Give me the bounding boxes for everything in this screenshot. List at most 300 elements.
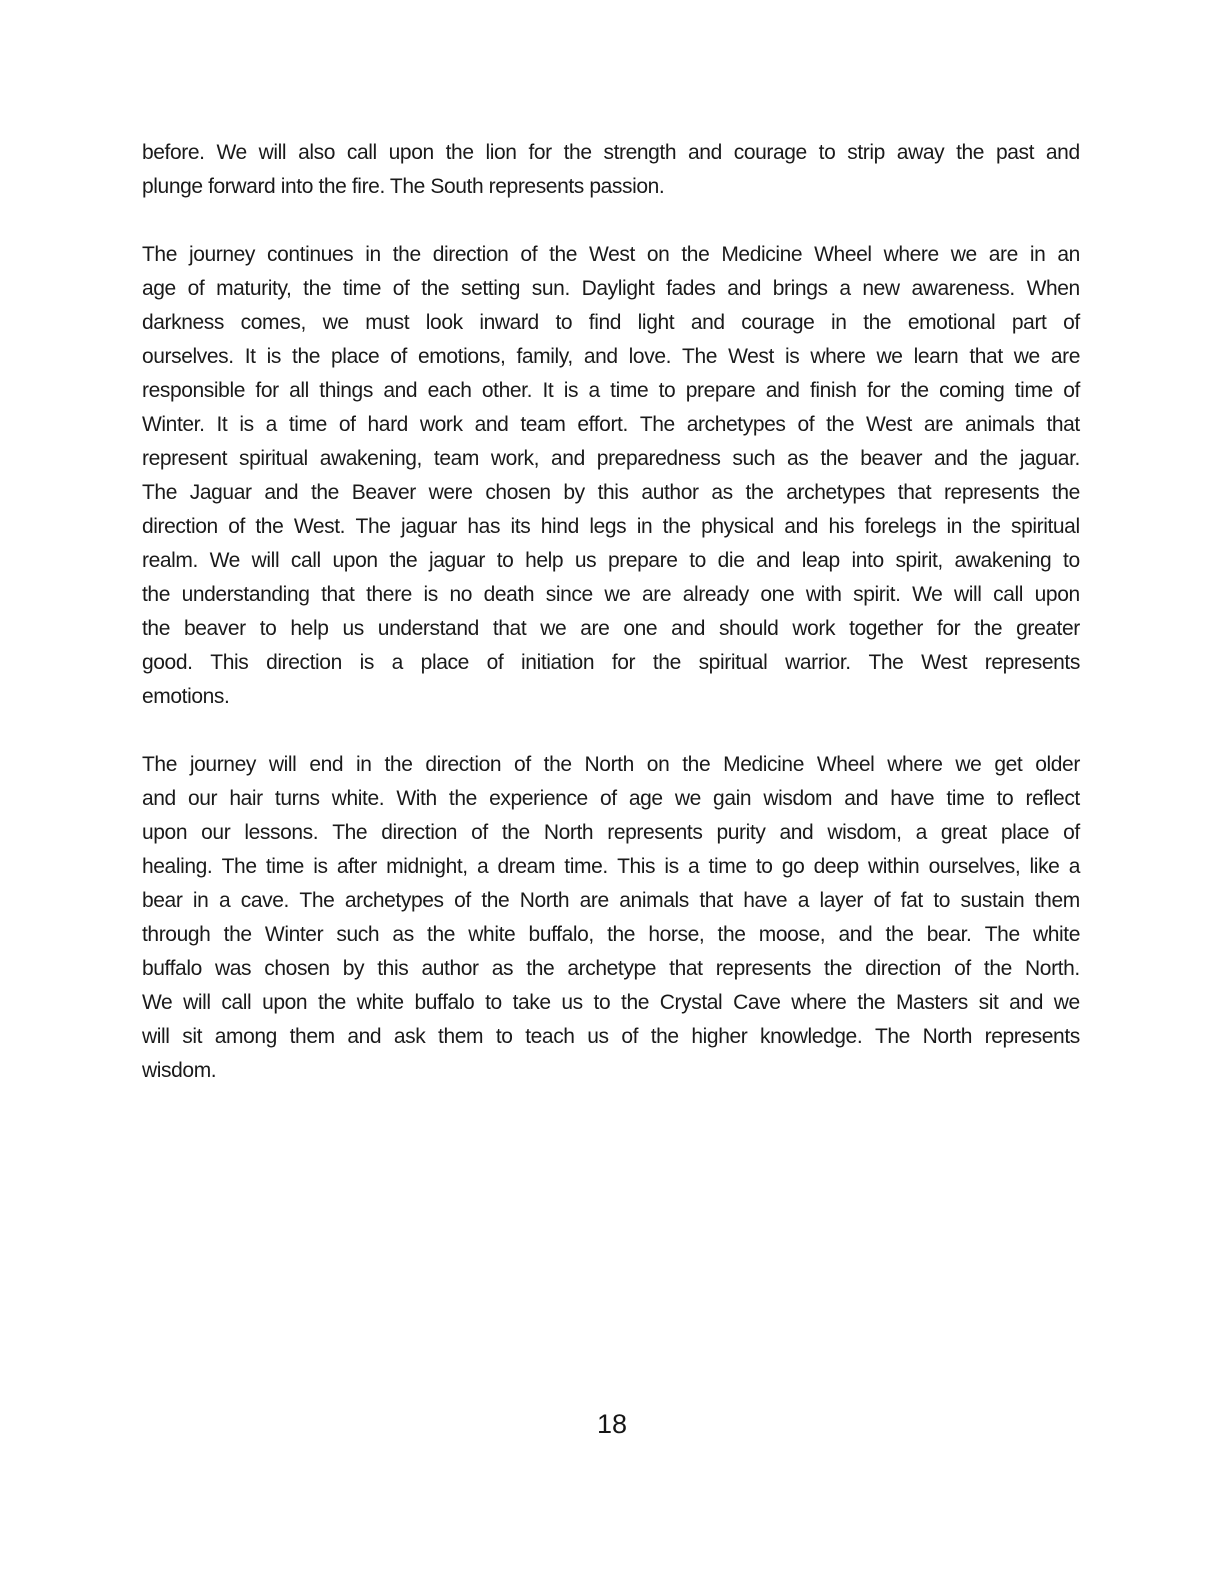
- word: by: [342, 957, 365, 980]
- word: the: [384, 753, 413, 776]
- word: one: [623, 617, 658, 640]
- word: and: [1009, 991, 1043, 1014]
- word: Daylight: [581, 277, 655, 300]
- word: direction: [266, 651, 342, 674]
- word: each: [427, 379, 472, 402]
- word: West: [589, 243, 635, 266]
- text-line: [142, 510, 1080, 544]
- word: Jaguar: [189, 481, 252, 504]
- word: together: [849, 617, 923, 640]
- word: we: [950, 243, 977, 266]
- word: a: [839, 277, 851, 300]
- word: ourselves,: [928, 855, 1021, 878]
- word: of: [471, 821, 488, 844]
- word: Winter: [264, 923, 324, 946]
- word: a: [391, 651, 403, 674]
- word: North: [922, 1025, 972, 1048]
- word: hair: [229, 787, 263, 810]
- word: initiation: [521, 651, 595, 674]
- text-line: [142, 408, 1080, 442]
- word: time.: [564, 855, 608, 878]
- word: and: [844, 787, 879, 810]
- word: older: [1035, 753, 1080, 776]
- word: and: [690, 311, 725, 334]
- word: will: [142, 1025, 170, 1048]
- word: upon: [388, 141, 434, 164]
- word: and: [688, 141, 722, 164]
- page-number: 18: [596, 1409, 628, 1439]
- word: in: [356, 753, 372, 776]
- word: of: [390, 345, 407, 368]
- word: will: [258, 141, 287, 164]
- word: us: [587, 1025, 609, 1048]
- word: the: [650, 1025, 679, 1048]
- word: strength: [603, 141, 677, 164]
- word: that: [321, 583, 355, 606]
- word: lion: [485, 141, 517, 164]
- word: purity: [716, 821, 766, 844]
- word: in: [831, 311, 847, 334]
- word: archetypes: [686, 413, 786, 436]
- word: to: [495, 1025, 513, 1048]
- text-line: [142, 578, 1080, 612]
- text-line: [142, 986, 1080, 1020]
- word: awareness.: [911, 277, 1015, 300]
- word: The: [142, 243, 177, 266]
- word: the: [292, 345, 321, 368]
- word: must: [365, 311, 410, 334]
- word: greater: [1016, 617, 1080, 640]
- word: realm.: [142, 549, 198, 572]
- word: of: [954, 957, 971, 980]
- word: this: [597, 481, 629, 504]
- word: It: [244, 345, 256, 368]
- text-line: [142, 816, 1080, 850]
- word: and: [779, 821, 814, 844]
- word: the: [826, 413, 855, 436]
- word: warrior.: [785, 651, 851, 674]
- word: spirit.: [853, 583, 901, 606]
- word: represents: [715, 957, 811, 980]
- word: It: [216, 413, 228, 436]
- word: them: [1034, 889, 1080, 912]
- word: to: [259, 617, 277, 640]
- word: a: [915, 821, 927, 844]
- word: call: [221, 991, 252, 1014]
- word: turns: [274, 787, 320, 810]
- word: a: [588, 379, 600, 402]
- word: upon: [332, 549, 378, 572]
- word: awakening: [954, 549, 1052, 572]
- word: effort.: [577, 413, 628, 436]
- word: the: [223, 923, 252, 946]
- word: other.: [481, 379, 533, 402]
- word: to: [755, 855, 773, 878]
- word: West: [921, 651, 968, 674]
- word: the: [824, 957, 853, 980]
- word: represents: [984, 1025, 1080, 1048]
- word: continues: [266, 243, 354, 266]
- word: our: [188, 787, 218, 810]
- word: direction: [425, 753, 502, 776]
- word: as: [787, 447, 809, 470]
- word: to: [933, 889, 951, 912]
- word: North: [584, 753, 634, 776]
- word: jaguar: [429, 549, 485, 572]
- word: the: [501, 821, 530, 844]
- word: and: [347, 1025, 382, 1048]
- word: for: [936, 617, 961, 640]
- word: are: [988, 243, 1018, 266]
- word: is: [313, 855, 328, 878]
- word: are: [642, 583, 672, 606]
- word: The: [868, 651, 904, 674]
- word: die: [717, 549, 745, 572]
- word: white: [1032, 923, 1080, 946]
- word: that: [969, 345, 1003, 368]
- word: sustain: [960, 889, 1025, 912]
- word: for: [611, 651, 636, 674]
- word: on: [646, 243, 670, 266]
- word: and: [1045, 141, 1080, 164]
- word: find: [588, 311, 622, 334]
- word: and: [838, 923, 873, 946]
- word: of: [1063, 311, 1080, 334]
- word: to: [496, 549, 514, 572]
- word: Beaver: [351, 481, 416, 504]
- word: preparedness: [596, 447, 721, 470]
- word: team: [433, 447, 479, 470]
- word: The: [142, 753, 177, 776]
- word: the: [448, 787, 477, 810]
- word: setting: [460, 277, 521, 300]
- word: dream: [497, 855, 556, 878]
- word: time: [265, 855, 304, 878]
- word: This: [210, 651, 249, 674]
- word: ask: [393, 1025, 426, 1048]
- word: its: [510, 515, 531, 538]
- word: midnight,: [386, 855, 468, 878]
- word: time: [610, 379, 649, 402]
- word: This: [617, 855, 656, 878]
- word: there: [366, 583, 412, 606]
- word: we: [955, 753, 982, 776]
- text-line: [142, 374, 1080, 408]
- text-line: [142, 646, 1080, 680]
- word: we: [322, 311, 349, 334]
- word: and: [264, 481, 299, 504]
- word: such: [336, 923, 380, 946]
- word: a: [218, 889, 231, 912]
- word: represents: [607, 821, 703, 844]
- word: where: [791, 991, 847, 1014]
- word: have: [743, 889, 788, 912]
- word: of: [187, 277, 205, 300]
- word: hard: [367, 413, 408, 436]
- word: to: [1063, 549, 1080, 572]
- word: past: [995, 141, 1035, 164]
- word: our: [201, 821, 231, 844]
- word: of: [486, 651, 504, 674]
- word: the: [983, 957, 1012, 980]
- word: call: [346, 141, 377, 164]
- word: as: [392, 923, 414, 946]
- word: white.: [331, 787, 385, 810]
- word: after: [336, 855, 377, 878]
- word: emotional: [907, 311, 996, 334]
- word: the: [956, 141, 985, 164]
- word: we: [876, 345, 903, 368]
- text-line: [142, 136, 1080, 170]
- word: direction: [432, 243, 509, 266]
- word: with: [805, 583, 842, 606]
- word: wisdom: [763, 787, 833, 810]
- word: a: [797, 889, 809, 912]
- text-line: [142, 612, 1080, 646]
- word: forelegs: [864, 515, 937, 538]
- word: Masters: [895, 991, 968, 1014]
- word: fat: [900, 889, 923, 912]
- word: spiritual: [1010, 515, 1080, 538]
- word: work: [419, 413, 463, 436]
- word: end: [309, 753, 344, 776]
- word: of: [621, 1025, 639, 1048]
- text-line: [142, 340, 1080, 374]
- word: the: [820, 447, 849, 470]
- word: The: [639, 413, 675, 436]
- word: chosen: [485, 481, 551, 504]
- word: to: [689, 549, 706, 572]
- word: the: [885, 923, 914, 946]
- word: of: [392, 277, 410, 300]
- word: the: [972, 515, 1001, 538]
- word: in: [636, 515, 653, 538]
- word: call: [993, 583, 1024, 606]
- word: the: [974, 617, 1003, 640]
- word: we: [674, 787, 701, 810]
- text-line: [142, 476, 1080, 510]
- word: the: [317, 991, 346, 1014]
- word: were: [428, 481, 473, 504]
- word: darkness: [142, 311, 225, 334]
- word: learn: [913, 345, 959, 368]
- word: the: [303, 277, 332, 300]
- word: within: [868, 855, 920, 878]
- word: deep: [813, 855, 859, 878]
- word: the: [662, 515, 691, 538]
- text-line: plunge forward into the fire. The South represents passion.: [142, 175, 665, 198]
- word: before.: [142, 141, 205, 164]
- word: things: [319, 379, 373, 402]
- word: Medicine: [721, 243, 803, 266]
- word: inward: [479, 311, 539, 334]
- word: of: [338, 413, 356, 436]
- word: for: [255, 379, 279, 402]
- word: of: [1063, 379, 1080, 402]
- word: like: [1029, 855, 1060, 878]
- word: The: [682, 345, 718, 368]
- word: are: [1050, 345, 1080, 368]
- word: spirit,: [895, 549, 943, 572]
- word: and: [765, 379, 800, 402]
- paragraph: [142, 748, 1080, 1088]
- word: to: [593, 991, 611, 1014]
- word: them: [438, 1025, 484, 1048]
- word: is: [266, 345, 281, 368]
- word: Crystal: [659, 991, 723, 1014]
- word: in: [192, 889, 209, 912]
- word: courage: [733, 141, 807, 164]
- word: brings: [772, 277, 828, 300]
- word: moose,: [758, 923, 826, 946]
- text-line: [142, 952, 1080, 986]
- word: legs: [589, 515, 627, 538]
- text-block: [142, 136, 1080, 1122]
- word: such: [732, 447, 776, 470]
- word: the: [481, 889, 510, 912]
- word: an: [1057, 243, 1080, 266]
- word: us: [574, 549, 597, 572]
- word: We: [912, 583, 943, 606]
- word: age: [628, 787, 663, 810]
- word: cave.: [240, 889, 289, 912]
- word: represents: [984, 651, 1080, 674]
- word: upon: [1034, 583, 1080, 606]
- word: will: [954, 583, 982, 606]
- word: time: [288, 413, 327, 436]
- word: the: [310, 481, 339, 504]
- word: emotions,: [418, 345, 506, 368]
- word: animals: [964, 413, 1035, 436]
- word: With: [396, 787, 437, 810]
- word: represents: [943, 481, 1040, 504]
- word: the: [621, 991, 650, 1014]
- word: part: [1011, 311, 1047, 334]
- word: is: [784, 345, 800, 368]
- word: a: [476, 855, 489, 878]
- word: in: [946, 515, 963, 538]
- word: white: [356, 991, 404, 1014]
- word: Wheel: [814, 243, 872, 266]
- word: represent: [142, 447, 228, 470]
- word: the: [607, 923, 636, 946]
- word: where: [810, 345, 866, 368]
- text-line: [142, 442, 1080, 476]
- word: responsible: [142, 379, 245, 402]
- word: has: [467, 515, 501, 538]
- word: is: [359, 651, 374, 674]
- word: this: [377, 957, 409, 980]
- word: that: [699, 889, 733, 912]
- word: will: [251, 549, 280, 572]
- word: the: [543, 753, 572, 776]
- word: archetype: [567, 957, 657, 980]
- word: sit: [182, 1025, 203, 1048]
- word: North: [519, 889, 570, 912]
- word: was: [215, 957, 252, 980]
- word: time: [342, 277, 381, 300]
- word: of: [454, 889, 471, 912]
- word: on: [646, 753, 670, 776]
- word: of: [873, 889, 891, 912]
- word: spiritual: [698, 651, 768, 674]
- word: hind: [540, 515, 579, 538]
- word: are: [923, 413, 953, 436]
- word: a: [1068, 855, 1080, 878]
- word: The: [874, 1025, 910, 1048]
- word: reflect: [1025, 787, 1080, 810]
- word: teach: [525, 1025, 575, 1048]
- word: place: [420, 651, 469, 674]
- word: The: [221, 855, 257, 878]
- word: the: [421, 277, 450, 300]
- word: direction: [865, 957, 941, 980]
- word: awakening,: [319, 447, 422, 470]
- word: chosen: [264, 957, 330, 980]
- word: higher: [691, 1025, 748, 1048]
- word: we: [1013, 345, 1040, 368]
- word: of: [1063, 821, 1080, 844]
- word: time: [946, 787, 985, 810]
- word: author: [421, 957, 479, 980]
- word: journey: [188, 243, 256, 266]
- word: prepare: [685, 379, 756, 402]
- word: spiritual: [239, 447, 308, 470]
- word: that: [669, 957, 703, 980]
- word: Wheel: [816, 753, 875, 776]
- word: a: [265, 413, 277, 436]
- word: The: [984, 923, 1020, 946]
- word: team: [520, 413, 566, 436]
- word: finish: [809, 379, 857, 402]
- word: understand: [377, 617, 479, 640]
- word: jaguar.: [1019, 447, 1080, 470]
- text-line: [142, 272, 1080, 306]
- text-line: emotions.: [142, 685, 230, 708]
- word: and: [727, 277, 762, 300]
- text-line: [142, 918, 1080, 952]
- word: have: [890, 787, 935, 810]
- word: a: [688, 855, 700, 878]
- word: death: [483, 583, 535, 606]
- word: North.: [1025, 957, 1080, 980]
- word: time: [1014, 379, 1053, 402]
- word: will: [183, 991, 211, 1014]
- word: the: [652, 651, 681, 674]
- word: courage: [741, 311, 815, 334]
- word: good.: [142, 651, 193, 674]
- word: place: [1000, 821, 1050, 844]
- word: work: [792, 617, 836, 640]
- word: us: [561, 991, 583, 1014]
- word: We: [209, 549, 240, 572]
- word: is: [239, 413, 254, 436]
- word: all: [289, 379, 309, 402]
- word: and: [671, 617, 705, 640]
- word: for: [528, 141, 552, 164]
- word: and: [142, 787, 176, 810]
- word: North: [543, 821, 594, 844]
- word: upon: [262, 991, 308, 1014]
- word: healing.: [142, 855, 213, 878]
- word: prepare: [607, 549, 678, 572]
- word: the: [745, 481, 774, 504]
- word: gain: [713, 787, 752, 810]
- word: work,: [490, 447, 540, 470]
- word: to: [818, 141, 836, 164]
- word: the: [427, 923, 456, 946]
- word: The: [332, 821, 368, 844]
